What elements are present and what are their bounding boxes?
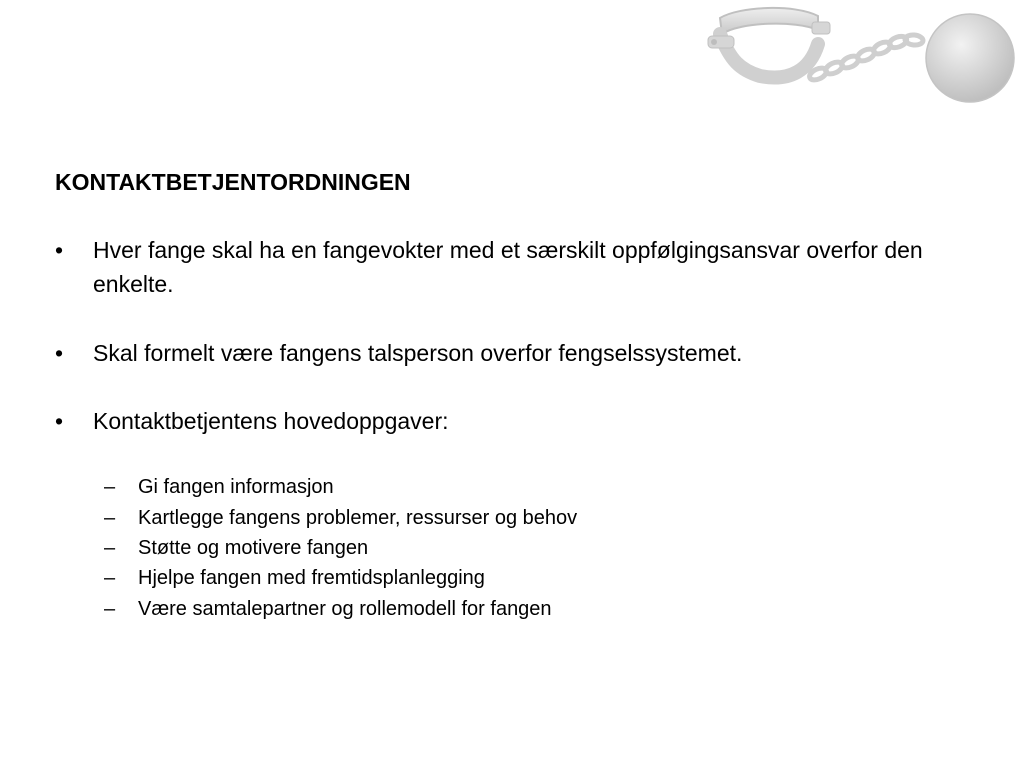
sub-marker: – (104, 507, 116, 529)
slide-title: KONTAKTBETJENTORDNINGEN (55, 169, 411, 195)
sub-item (104, 472, 334, 502)
sub-item (104, 533, 368, 563)
bullet-marker: • (55, 340, 64, 366)
ball-and-chain-icon (700, 0, 1024, 120)
sub-text: Gi fangen informasjon (138, 476, 334, 498)
bullet-item (55, 233, 923, 301)
sub-text: Hjelpe fangen med fremtidsplanlegging (138, 567, 485, 589)
sub-item (104, 594, 552, 624)
sub-text: Kartlegge fangens problemer, ressurser og behov (138, 507, 578, 529)
bullet-text: Skal formelt være fangens talsperson overfor fengselssystemet. (93, 340, 743, 366)
sub-marker: – (104, 598, 116, 620)
sub-marker: – (104, 567, 116, 589)
bullet-marker: • (55, 237, 64, 263)
bullet-item (55, 336, 923, 370)
sub-marker: – (104, 537, 116, 559)
chain (808, 34, 924, 82)
sub-item (104, 503, 577, 533)
sub-text: Støtte og motivere fangen (138, 537, 369, 559)
bullet-marker: • (55, 408, 64, 434)
sub-marker: – (104, 476, 116, 498)
sub-item (104, 563, 485, 593)
iron-ball (926, 14, 1014, 102)
bullet-text: Hver fange skal ha en fangevokter med et særskilt oppfølgingsansvar overfor den enkelte. (93, 237, 923, 297)
bullet-item (55, 404, 923, 438)
sub-text: Være samtalepartner og rollemodell for fangen (138, 598, 552, 620)
shackle-cuff (708, 8, 830, 78)
bullet-text: Kontaktbetjentens hovedoppgaver: (93, 408, 449, 434)
